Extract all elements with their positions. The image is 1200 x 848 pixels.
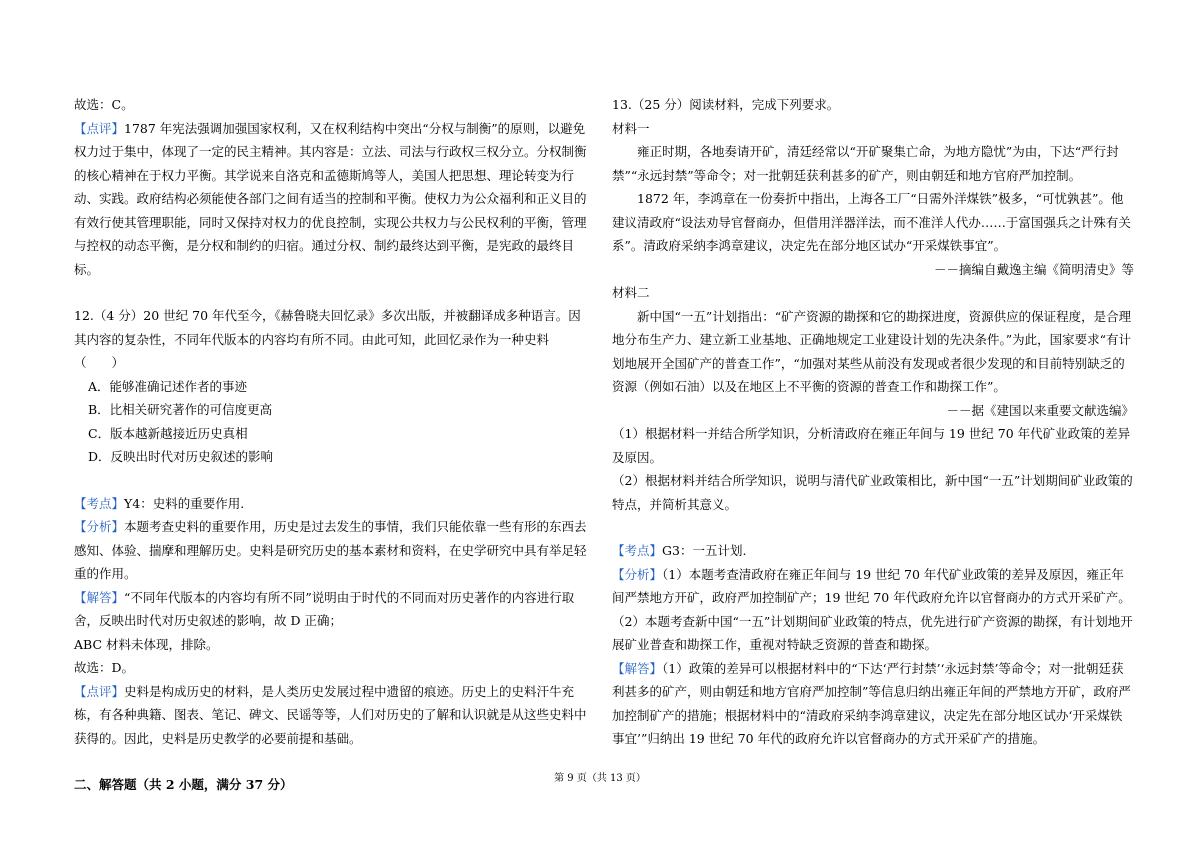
analysis-paragraph-13-2: （2）本题考查新中国“一五”计划期间矿业政策的特点，优先进行矿产资源的勘探，有计划地开展矿业普查和勘探工作，重视对特缺乏资源的普查和勘探。 (612, 613, 1133, 652)
requirement-2: （2）根据材料并结合所学知识，说明与清代矿业政策相比，新中国“一五”计划期间矿业政策的特点，并简析其意义。 (612, 473, 1133, 512)
analysis-tag-13: 【分析】 (612, 566, 663, 582)
abc-line: ABC 材料未体现，排除。 (74, 636, 219, 652)
option-b: B．比相关研究著作的可信度更高 (88, 402, 273, 417)
comment-paragraph (74, 117, 589, 282)
solution-tag-13: 【解答】 (612, 660, 663, 676)
material-1-para-1: 雍正时期，各地奏请开矿，清廷经常以“开矿聚集亡命，为地方隐忧”为由，下达“严行封禁”“永远封禁”等命令；对一批朝廷获利甚多的矿产，则由朝廷和地方官府严加控制。 (612, 144, 1119, 183)
page-footer: 第 9 页（共 13 页） (554, 773, 646, 784)
kaodian-line (74, 492, 589, 516)
material-1-para-2: 1872 年，李鸿章在一份奏折中指出，上海各工厂“日需外洋煤铁”极多，“可忧孰甚”。他建议清政府“设法劝导官督商办，但借用洋器洋法，而不准洋人代办……于富国强兵之计殊有关系”。清政府采纳李鸿章建议，决定先在部分地区试办“开采煤铁事宜”。 (612, 191, 1131, 253)
analysis-text-13-1: （1）本题考查清政府在雍正年间与 19 世纪 70 年代矿业政策的差异及原因，雍正年间严禁地方开矿，政府严加控制矿产；19 世纪 70 年代政府允许以官督商办的方式开采矿产。 (612, 566, 1131, 605)
option-c: C．版本越新越接近历史真相 (88, 425, 248, 441)
kaodian-tag: 【考点】 (74, 495, 125, 511)
kaodian-tag-13: 【考点】 (612, 543, 663, 558)
answer-line-2: 故选：D。 (74, 660, 135, 675)
left-column (74, 93, 589, 797)
analysis-paragraph-13 (612, 563, 1134, 610)
material-1-label: 材料一 (612, 120, 650, 136)
analysis-paragraph (74, 515, 589, 586)
comment-paragraph-2 (74, 680, 589, 751)
comment-tag: 【点评】 (74, 120, 125, 136)
right-column (612, 93, 1134, 751)
material-2-para: 新中国“一五”计划指出：“矿产资源的勘探和它的勘探进度，资源供应的保证程度，是合理地分布生产力、建立新工业基地、正确地规定工业建设计划的先决条件。”为此，国家要求“有计划地展开全国矿产的普查工作”，“加强对某些从前没有发现或者很少发现的和目前特别缺乏的资源（例如石油）以及在地区上不平衡的资源的普查工作和勘探工作”。 (612, 308, 1132, 394)
kaodian-text-13: G3：一五计划. (662, 543, 747, 558)
solution-text-13: （1）政策的差异可以根据材料中的“下达‘严行封禁’‘永远封禁’等命令；对一批朝廷获利甚多的矿产，则由朝廷和地方官府严加控制”等信息归纳出雍正年间的严禁地方开矿，政府严加控制矿产的措施；根据材料中的“清政府采纳李鸿章建议，决定先在部分地区试办‘开采煤铁事宜’”归纳出 19 世纪 70 年代的政府允许以官督商办的方式开采矿产的措施。 (612, 660, 1131, 746)
comment-text-2: 史料是构成历史的材料，是人类历史发展过程中遗留的痕迹。历史上的史料汗牛充栋，有各种典籍、图表、笔记、碑文、民谣等等，人们对历史的了解和认识就是从这些史料中获得的。因此，史料是历史教学的必要前提和基础。 (74, 683, 587, 746)
option-d: D．反映出时代对历史叙述的影响 (88, 449, 274, 464)
comment-tag-2: 【点评】 (74, 683, 125, 699)
comment-text: 1787 年宪法强调加强国家权利，又在权利结构中突出“分权与制衡”的原则，以避免权力过于集中，体现了一定的民主精神。其内容是：立法、司法与行政权三权分立。分权制衡的核心精神在于权力平衡。其学说来自洛克和孟德斯鸠等人，美国人把思想、理论转变为行动、实践。政府结构必须能使各部门之间有适当的控制和平衡。使权力为公众福利和正义目的有效行使其管理职能，同时又保持对权力的优良控制，实现公共权力与公民权利的平衡，管理与控权的动态平衡，是分权和制约的归宿。通过分权、制约最终达到平衡，是宪政的最终目标。 (74, 120, 587, 277)
answer-line: 故选：C。 (74, 97, 134, 112)
solution-tag: 【解答】 (74, 589, 125, 605)
solution-paragraph-13 (612, 657, 1134, 751)
solution-text: “不同年代版本的内容均有所不同”说明由于时代的不同而对历史著作的内容进行取舍，反映出时代对历史叙述的影响，故 D 正确； (74, 589, 575, 628)
section-heading: 二、解答题（共 2 小题，满分 37 分） (74, 777, 293, 792)
analysis-text: 本题考查史料的重要作用，历史是过去发生的事情，我们只能依靠一些有形的东西去感知、体验、揣摩和理解历史。史料是研究历史的基本素材和资料，在史学研究中具有举足轻重的作用。 (74, 519, 587, 581)
kaodian-line-13 (612, 539, 1134, 563)
question-12: 12.（4 分）20 世纪 70 年代至今，《赫鲁晓夫回忆录》多次出版，并被翻译成多种语言。因其内容的复杂性，不同年代版本的内容均有所不同。由此可知，此回忆录作为一种史料（ ） (74, 308, 581, 370)
kaodian-text: Y4：史料的重要作用. (124, 495, 245, 511)
option-a: A．能够准确记述作者的事迹 (88, 378, 248, 394)
material-1-source: －－摘编自戴逸主编《简明清史》等 (933, 261, 1134, 277)
question-13: 13.（25 分）阅读材料，完成下列要求。 (612, 97, 840, 112)
material-2-label: 材料二 (612, 285, 650, 300)
material-2-source: －－据《建国以来重要文献选编》 (946, 402, 1134, 418)
solution-paragraph (74, 586, 589, 633)
analysis-tag: 【分析】 (74, 519, 125, 534)
requirement-1: （1）根据材料一并结合所学知识，分析清政府在雍正年间与 19 世纪 70 年代矿业政策的差异及原因。 (612, 426, 1131, 465)
